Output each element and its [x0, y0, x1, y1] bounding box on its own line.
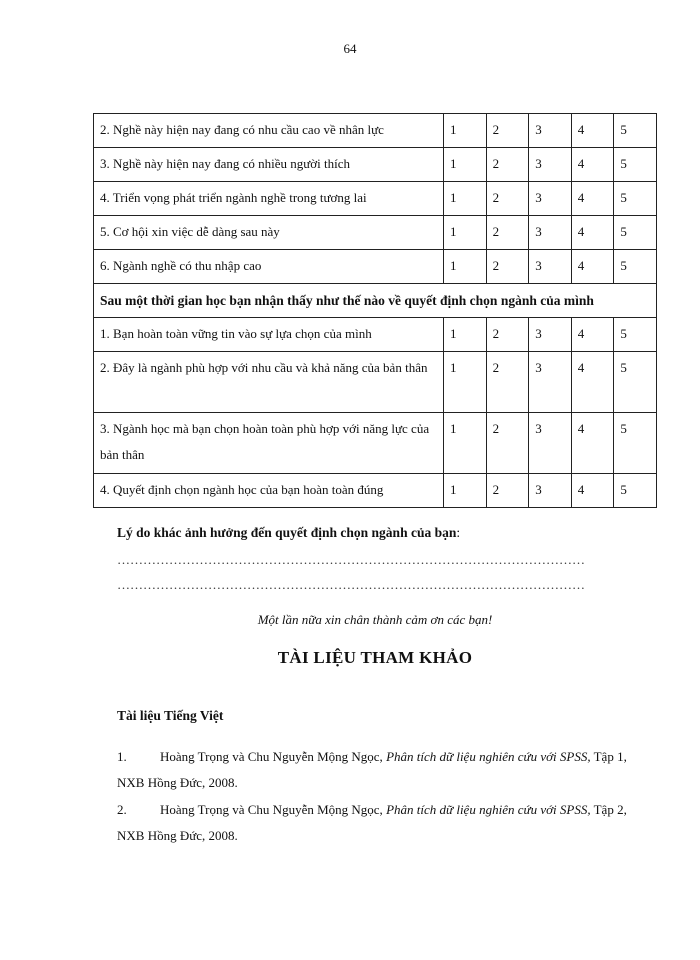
- score-option: 5: [614, 114, 657, 148]
- table-row: [94, 474, 657, 508]
- references-subtitle: Tài liệu Tiếng Việt: [117, 708, 224, 723]
- score-option: 2: [486, 474, 529, 508]
- answer-line-2: ………………………………………………………………………………………………: [117, 577, 585, 592]
- score-option: 4: [571, 216, 614, 250]
- page-number: 64: [343, 41, 357, 56]
- score-option: 5: [614, 413, 657, 474]
- score-option: 1: [444, 318, 487, 352]
- score-option: 5: [614, 216, 657, 250]
- score-option: 2: [486, 352, 529, 413]
- score-option: 4: [571, 318, 614, 352]
- score-option: 4: [571, 182, 614, 216]
- statement-label: 3. Nghề này hiện nay đang có nhiều người thích: [94, 148, 444, 182]
- score-option: 4: [571, 114, 614, 148]
- score-option: 5: [614, 250, 657, 284]
- other-reasons-prompt: [117, 525, 460, 541]
- score-option: 1: [444, 182, 487, 216]
- score-option: 4: [571, 148, 614, 182]
- table-row: [94, 318, 657, 352]
- reference-details: Tập 1, NXB Hồng Đức, 2008.: [117, 749, 627, 790]
- reference-item: [117, 797, 633, 849]
- score-option: 3: [529, 318, 572, 352]
- score-option: 4: [571, 413, 614, 474]
- table-row: [94, 148, 657, 182]
- score-option: 5: [614, 474, 657, 508]
- score-option: 5: [614, 148, 657, 182]
- survey-table: [93, 113, 657, 508]
- score-option: 1: [444, 114, 487, 148]
- other-reasons-colon: :: [456, 525, 461, 540]
- reference-number: 1.: [117, 749, 127, 764]
- score-option: 4: [571, 474, 614, 508]
- score-option: 1: [444, 413, 487, 474]
- answer-line-1: ………………………………………………………………………………………………: [117, 552, 585, 567]
- statement-label: 4. Quyết định chọn ngành học của bạn hoàn toàn đúng: [94, 474, 444, 508]
- score-option: 4: [571, 352, 614, 413]
- score-option: 5: [614, 318, 657, 352]
- score-option: 2: [486, 148, 529, 182]
- reference-book-title: Phân tích dữ liệu nghiên cứu với SPSS,: [386, 802, 591, 817]
- statement-label: 2. Đây là ngành phù hợp với nhu cầu và khả năng của bản thân: [94, 352, 444, 413]
- score-option: 3: [529, 216, 572, 250]
- table-row: [94, 352, 657, 413]
- score-option: 2: [486, 114, 529, 148]
- table-row: [94, 250, 657, 284]
- statement-label: 6. Ngành nghề có thu nhập cao: [94, 250, 444, 284]
- score-option: 3: [529, 182, 572, 216]
- score-option: 4: [571, 250, 614, 284]
- score-option: 2: [486, 250, 529, 284]
- score-option: 2: [486, 182, 529, 216]
- table-row: [94, 114, 657, 148]
- score-option: 1: [444, 474, 487, 508]
- table-row: [94, 216, 657, 250]
- references-title: TÀI LIỆU THAM KHẢO: [277, 648, 473, 667]
- statement-label: 4. Triển vọng phát triển ngành nghề trong tương lai: [94, 182, 444, 216]
- score-option: 1: [444, 250, 487, 284]
- statement-label: 5. Cơ hội xin việc dễ dàng sau này: [94, 216, 444, 250]
- reference-authors: Hoàng Trọng và Chu Nguyễn Mộng Ngọc,: [160, 749, 387, 764]
- table-row: [94, 413, 657, 474]
- score-option: 3: [529, 114, 572, 148]
- other-reasons-label: Lý do khác ảnh hưởng đến quyết định chọn ngành của bạn: [117, 525, 457, 540]
- score-option: 5: [614, 352, 657, 413]
- statement-label: 2. Nghề này hiện nay đang có nhu cầu cao về nhân lực: [94, 114, 444, 148]
- reference-details: Tập 2, NXB Hồng Đức, 2008.: [117, 802, 627, 843]
- reference-number: 2.: [117, 802, 127, 817]
- score-option: 3: [529, 413, 572, 474]
- score-option: 3: [529, 148, 572, 182]
- score-option: 5: [614, 182, 657, 216]
- score-option: 1: [444, 352, 487, 413]
- score-option: 3: [529, 250, 572, 284]
- table-row: [94, 182, 657, 216]
- section-heading: Sau một thời gian học bạn nhận thấy như thế nào về quyết định chọn ngành của mình: [94, 284, 657, 318]
- score-option: 1: [444, 216, 487, 250]
- score-option: 3: [529, 352, 572, 413]
- score-option: 3: [529, 474, 572, 508]
- score-option: 2: [486, 318, 529, 352]
- reference-item: [117, 744, 633, 796]
- score-option: 2: [486, 216, 529, 250]
- table-section-row: [94, 284, 657, 318]
- reference-book-title: Phân tích dữ liệu nghiên cứu với SPSS,: [386, 749, 591, 764]
- score-option: 2: [486, 413, 529, 474]
- thanks-note: Một lần nữa xin chân thành cảm ơn các bạn!: [257, 612, 493, 627]
- score-option: 1: [444, 148, 487, 182]
- statement-label: 3. Ngành học mà bạn chọn hoàn toàn phù hợp với năng lực của bản thân: [94, 413, 444, 474]
- statement-label: 1. Bạn hoàn toàn vững tin vào sự lựa chọn của mình: [94, 318, 444, 352]
- reference-authors: Hoàng Trọng và Chu Nguyễn Mộng Ngọc,: [160, 802, 387, 817]
